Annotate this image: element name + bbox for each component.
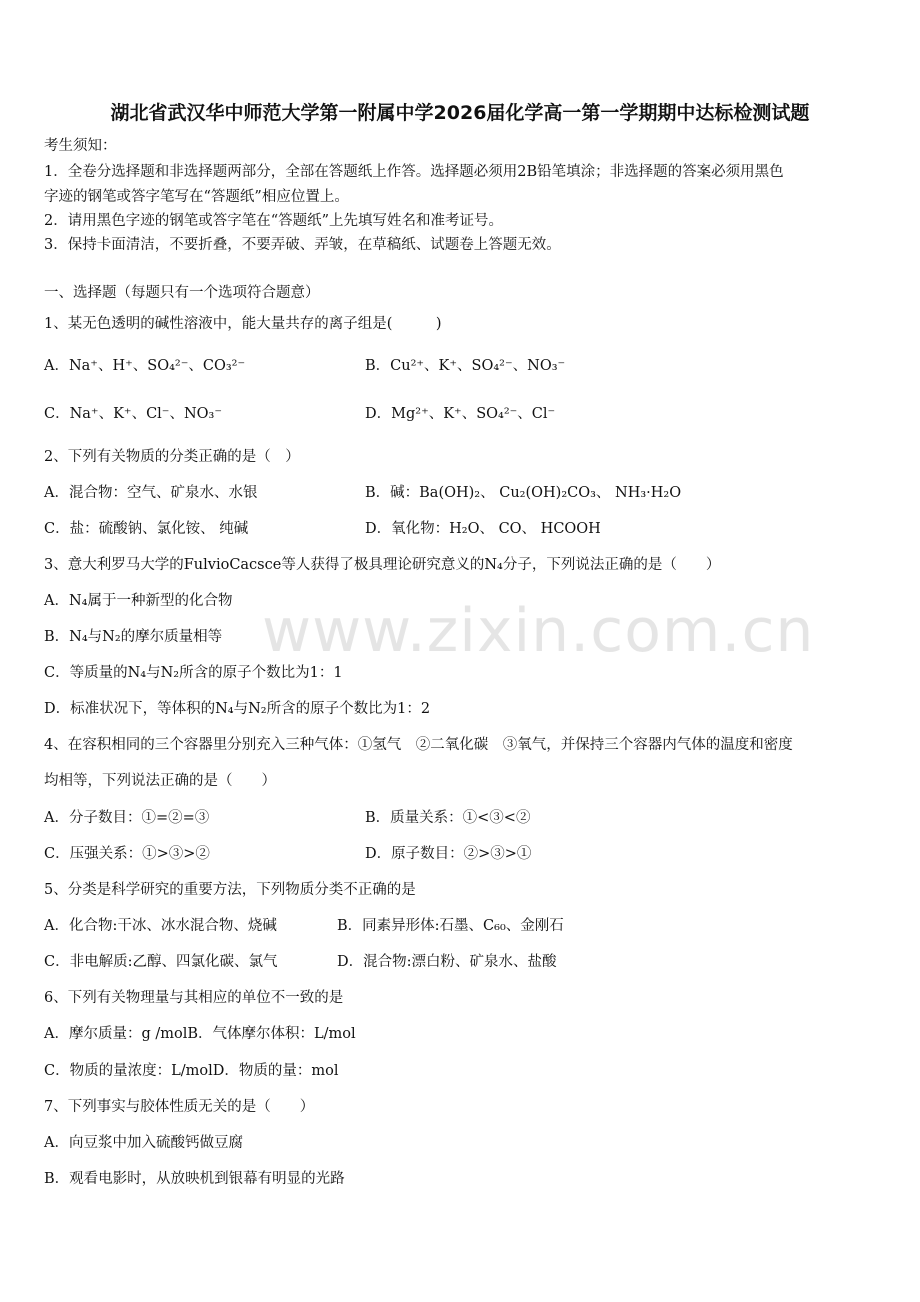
- q5-stem: 5、分类是科学研究的重要方法，下列物质分类不正确的是: [44, 882, 416, 898]
- q5-option-c: C．非电解质:乙醇、四氯化碳、氯气: [44, 954, 278, 970]
- q7-option-a: A．向豆浆中加入硫酸钙做豆腐: [44, 1135, 243, 1151]
- notice-item-1-cont: 字迹的钢笔或答字笔写在“答题纸”相应位置上。: [44, 189, 349, 205]
- q1-option-d: [365, 404, 555, 424]
- q1-option-a-text: A．Na⁺、H⁺、SO₄²⁻、CO₃²⁻: [44, 358, 246, 374]
- notice-item-1: 1．全卷分选择题和非选择题两部分，全部在答题纸上作答。选择题必须用2B铅笔填涂；非选择题的答案必须用黑色: [44, 164, 784, 180]
- notice-item-2: 2．请用黑色字迹的钢笔或答字笔在“答题纸”上先填写姓名和准考证号。: [44, 213, 504, 229]
- q2-stem: 2、下列有关物质的分类正确的是（ ）: [44, 449, 300, 465]
- q5-option-b: B．同素异形体:石墨、C₆₀、金刚石: [337, 918, 564, 934]
- q5-option-a: A．化合物:干冰、冰水混合物、烧碱: [44, 918, 277, 934]
- q3-stem: 3、意大利罗马大学的FulvioCacsce等人获得了极具理论研究意义的N₄分子，下列说法正确的是（ ）: [44, 557, 721, 573]
- q4-option-d: D．原子数目：②>③>①: [365, 846, 532, 862]
- q7-option-b: B．观看电影时，从放映机到银幕有明显的光路: [44, 1171, 345, 1187]
- q3-option-d: D．标准状况下，等体积的N₄与N₂所含的原子个数比为1：2: [44, 701, 431, 717]
- q4-option-c: C．压强关系：①>③>②: [44, 846, 210, 862]
- q2-option-b: B．碱：Ba(OH)₂、 Cu₂(OH)₂CO₃、 NH₃·H₂O: [365, 485, 682, 501]
- notice-item-3: 3．保持卡面清洁，不要折叠，不要弄破、弄皱，在草稿纸、试题卷上答题无效。: [44, 237, 561, 253]
- q7-stem: 7、下列事实与胶体性质无关的是（ ）: [44, 1099, 315, 1115]
- q3-option-a: A．N₄属于一种新型的化合物: [44, 593, 233, 609]
- q1-option-b: [365, 356, 565, 376]
- q6-options-cd: C．物质的量浓度：L/molD．物质的量：mol: [44, 1063, 339, 1079]
- q2-option-c: C．盐：硫酸钠、氯化铵、 纯碱: [44, 521, 249, 537]
- q3-option-b: B．N₄与N₂的摩尔质量相等: [44, 629, 223, 645]
- q4-stem-line1: 4、在容积相同的三个容器里分别充入三种气体：①氢气 ②二氧化碳 ③氧气，并保持三个容器内气体的温度和密度: [44, 737, 793, 753]
- q3-option-c: C．等质量的N₄与N₂所含的原子个数比为1：1: [44, 665, 343, 681]
- section-heading: 一、选择题（每题只有一个选项符合题意）: [44, 285, 320, 301]
- q1-stem: 1、某无色透明的碱性溶液中，能大量共存的离子组是( ): [44, 316, 442, 332]
- watermark: www.zixin.com.cn: [262, 596, 815, 666]
- q1-option-b-text: B．Cu²⁺、K⁺、SO₄²⁻、NO₃⁻: [365, 358, 566, 374]
- q5-option-d: D．混合物:漂白粉、矿泉水、盐酸: [337, 954, 557, 970]
- q1-option-a: [44, 356, 245, 376]
- page-title: 湖北省武汉华中师范大学第一附属中学2026届化学高一第一学期期中达标检测试题: [110, 102, 810, 124]
- q1-option-c: [44, 404, 222, 424]
- q6-options-ab: A．摩尔质量：g /molB．气体摩尔体积：L/mol: [44, 1026, 356, 1042]
- q6-stem: 6、下列有关物理量与其相应的单位不一致的是: [44, 990, 344, 1006]
- q4-stem-line2: 均相等，下列说法正确的是（ ）: [44, 773, 276, 789]
- notice-heading: 考生须知：: [44, 138, 117, 154]
- q4-option-b: B．质量关系：①<③<②: [365, 810, 531, 826]
- q2-option-d: D．氧化物：H₂O、 CO、 HCOOH: [365, 521, 601, 537]
- q1-option-c-text: C．Na⁺、K⁺、Cl⁻、NO₃⁻: [44, 406, 222, 422]
- q2-option-a: A．混合物：空气、矿泉水、水银: [44, 485, 258, 501]
- q4-option-a: A．分子数目：①=②=③: [44, 810, 210, 826]
- q1-option-d-text: D．Mg²⁺、K⁺、SO₄²⁻、Cl⁻: [365, 406, 556, 422]
